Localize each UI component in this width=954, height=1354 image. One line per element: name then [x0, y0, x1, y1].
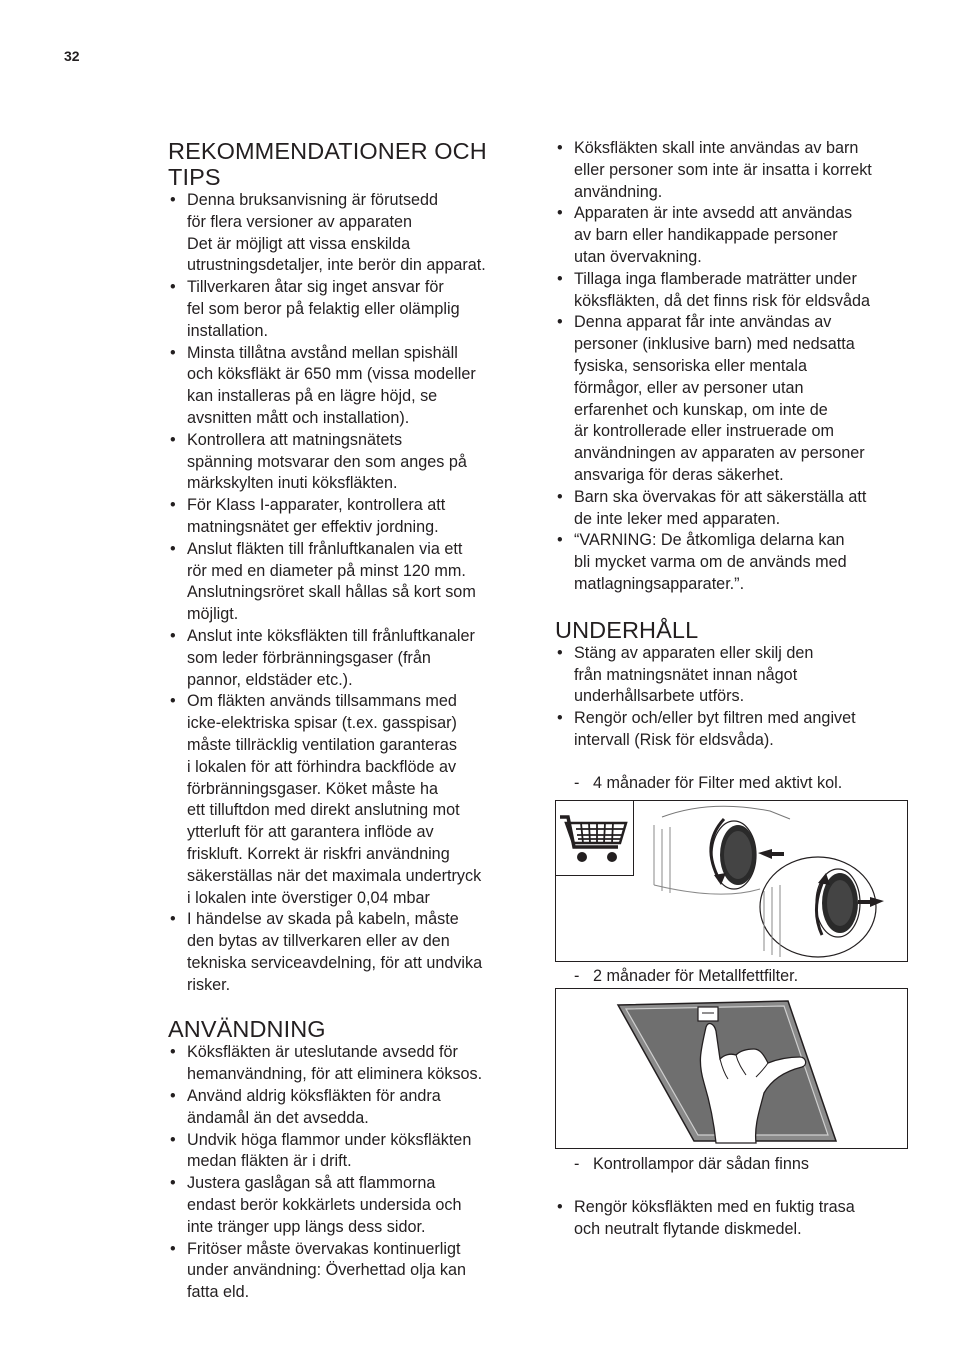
carbon-filter-install-illustration [758, 851, 906, 959]
bullet: • [557, 643, 563, 662]
list-item [555, 138, 913, 203]
dash-item-carbon-filter [555, 773, 913, 795]
list-item-line: För Klass I-apparater, kontrollera att [187, 496, 446, 515]
list-item-line: Fritöser måste övervakas kontinuerligt [187, 1239, 461, 1258]
list-item-line: medan fläkten är i drift. [187, 1152, 352, 1171]
list-item-line: fatta eld. [187, 1283, 250, 1302]
list-item [168, 343, 528, 430]
list-item-line: Anslut fläkten till frånluftkanalen via ett [187, 539, 463, 558]
bullet: • [170, 343, 176, 362]
list-item-line: ett tilluftdon med direkt anslutning mot [187, 801, 460, 820]
list-item [555, 708, 913, 752]
bullet: • [557, 269, 563, 288]
list-item-line: I händelse av skada på kabeln, måste [187, 910, 459, 929]
list-item-line: Köksfläkten skall inte användas av barn [574, 139, 859, 157]
bullet: • [170, 910, 176, 929]
list-item-line: ändamål än det avsedda. [187, 1108, 369, 1127]
bullet: • [170, 496, 176, 515]
list-item-line: tekniska serviceavdelning, för att undvika [187, 953, 483, 972]
list-item [555, 530, 913, 595]
bullet: • [557, 313, 563, 332]
list-item-line: och neutralt flytande diskmedel. [574, 1219, 802, 1238]
list-item-line: användningen av apparaten av personer [574, 444, 865, 463]
list-item-line: Apparaten är inte avsedd att användas [574, 204, 853, 223]
list-item-line: intervall (Risk för eldsvåda). [574, 730, 774, 749]
dash-marker: - [574, 773, 580, 792]
list-item-line: matlagningsapparater.”. [574, 574, 745, 593]
bullet: • [170, 1239, 176, 1258]
list-item-line: fel som beror på felaktig eller olämplig [187, 299, 460, 318]
bullet: • [170, 1174, 176, 1193]
list-item-line: Minsta tillåtna avstånd mellan spishäll [187, 343, 458, 362]
list-item [555, 269, 913, 313]
dash-item-lamps [555, 1154, 913, 1176]
carbon-filter-figure [555, 800, 908, 962]
list-item-line: märkskylten inuti köksfläkten. [187, 474, 398, 493]
list-item-line: ansvariga för deras säkerhet. [574, 465, 784, 484]
list-item-line: avsnitten mått och installation). [187, 408, 410, 427]
bullet: • [170, 1087, 176, 1106]
list-item-line: som leder förbränningsgaser (från [187, 648, 431, 667]
page-number: 32 [64, 48, 80, 64]
list-item-line: Rengör och/eller byt filtren med angivet [574, 709, 856, 728]
list-item-line: förbränningsgaser. Köket måste ha [187, 779, 439, 798]
dash-text: Kontrollampor där sådan finns [593, 1155, 809, 1174]
bullet: • [557, 1198, 563, 1217]
left-column [168, 138, 528, 1304]
list-item [168, 1042, 528, 1086]
bullet: • [557, 531, 563, 550]
heading-maintenance: UNDERHÅLL [555, 616, 699, 643]
list-item [168, 691, 528, 909]
list-item-line: Barn ska övervakas för att säkerställa att [574, 487, 867, 506]
list-item-line: eller personer som inte är insatta i korrekt [574, 160, 872, 179]
dash-marker: - [574, 966, 580, 985]
list-item-line: erfarenhet och kunskap, om inte de [574, 400, 828, 419]
grease-filter-figure [555, 988, 908, 1149]
bullet: • [170, 626, 176, 645]
list-item-line: under användning: Överhettad olja kan [187, 1261, 466, 1280]
list-item-line: möjligt. [187, 605, 239, 624]
recommendations-list [168, 190, 528, 996]
list-item-line: Denna apparat får inte användas av [574, 313, 832, 332]
list-item-line: hemanvändning, för att eliminera köksos. [187, 1065, 483, 1084]
list-item-line: köksfläkten, då det finns risk för eldsvåda [574, 291, 871, 310]
list-item-line: och köksfläkt är 650 mm (vissa modeller [187, 365, 476, 384]
bullet: • [170, 692, 176, 711]
list-item-line: Anslut inte köksfläkten till frånluftkanaler [187, 626, 475, 645]
list-item-line: utan övervakning. [574, 247, 702, 266]
list-item-line: Använd aldrig köksfläkten för andra [187, 1087, 441, 1106]
bullet: • [170, 430, 176, 449]
shopping-cart-icon [556, 801, 634, 876]
list-item [168, 277, 528, 342]
list-item-line: installation. [187, 321, 268, 340]
list-item-line: icke-elektriska spisar (t.ex. gasspisar) [187, 714, 457, 733]
list-item [555, 312, 913, 486]
heading-recommendations: REKOMMENDATIONER OCH TIPS [168, 138, 487, 190]
grease-filter-hand-illustration [596, 993, 856, 1145]
maintenance-list [555, 643, 913, 752]
list-item-line: Anslutningsröret skall hållas så kort som [187, 583, 476, 602]
list-item-line: risker. [187, 975, 231, 994]
bullet: • [170, 539, 176, 558]
dash-text: 4 månader för Filter med aktivt kol. [593, 773, 843, 792]
list-item [168, 430, 528, 495]
list-item-line: bli mycket varma om de används med [574, 553, 847, 572]
bullet: • [557, 204, 563, 223]
list-item-line: Denna bruksanvisning är förutsedd [187, 191, 439, 209]
list-item-line: Tillaga inga flamberade maträtter under [574, 269, 857, 288]
list-item-line: de inte leker med apparaten. [574, 509, 781, 528]
list-item-line: inte tränger upp längs dess sidor. [187, 1217, 426, 1236]
bullet: • [170, 191, 176, 209]
dash-text: 2 månader för Metallfettfilter. [593, 966, 799, 985]
list-item [555, 203, 913, 268]
list-item-line: Tillverkaren åtar sig inget ansvar för [187, 278, 444, 297]
maintenance-final-list [555, 1197, 913, 1241]
list-item [168, 909, 528, 996]
list-item [168, 1239, 528, 1304]
safety-list [555, 138, 913, 596]
list-item-line: kan installeras på en lägre höjd, se [187, 387, 438, 406]
list-item-line: Justera gaslågan så att flammorna [187, 1174, 436, 1193]
list-item-line: från matningsnätet innan något [574, 665, 798, 684]
list-item-line: underhållsarbete utförs. [574, 687, 745, 706]
list-item-line: fysiska, sensoriska eller mentala [574, 356, 808, 375]
list-item-line: spänning motsvarar den som anges på [187, 452, 467, 471]
list-item-line: “VARNING: De åtkomliga delarna kan [574, 531, 845, 550]
list-item-line: endast berör kokkärlets undersida och [187, 1196, 462, 1215]
list-item-line: måste tillräcklig ventilation garanteras [187, 735, 457, 754]
list-item-line: Det är möjligt att vissa enskilda [187, 234, 411, 253]
list-item-line: förmågor, eller av personer utan [574, 378, 804, 397]
spacer [555, 1176, 913, 1197]
dash-item-grease-filter [555, 966, 913, 988]
list-item [168, 1130, 528, 1174]
bullet: • [557, 709, 563, 728]
spacer [555, 752, 913, 773]
list-item [555, 487, 913, 531]
bullet: • [557, 139, 563, 157]
list-item-line: Köksfläkten är uteslutande avsedd för [187, 1043, 458, 1062]
list-item-line: Undvik höga flammor under köksfläkten [187, 1130, 472, 1149]
list-item-line: Kontrollera att matningsnätets [187, 430, 403, 449]
list-item-line: pannor, eldstäder etc.). [187, 670, 353, 689]
bullet: • [557, 487, 563, 506]
list-item-line: utrustningsdetaljer, inte berör din apparat. [187, 256, 486, 275]
list-item-line: Stäng av apparaten eller skilj den [574, 643, 814, 662]
list-item-line: personer (inklusive barn) med nedsatta [574, 335, 855, 354]
list-item-line: rör med en diameter på minst 120 mm. [187, 561, 466, 580]
list-item-line: friskluft. Korrekt är riskfri användning [187, 844, 450, 863]
dash-marker: - [574, 1155, 580, 1174]
list-item-line: matningsnätet ger effektiv jordning. [187, 517, 439, 536]
list-item [555, 1197, 913, 1241]
right-column [555, 138, 913, 1241]
bullet: • [170, 278, 176, 297]
bullet: • [170, 1130, 176, 1149]
list-item-line: den bytas av tillverkaren eller av den [187, 932, 450, 951]
list-item-line: i lokalen inte överstiger 0,04 mbar [187, 888, 430, 907]
list-item [168, 626, 528, 691]
list-item-line: för flera versioner av apparaten [187, 212, 412, 231]
heading-usage: ANVÄNDNING [168, 1016, 326, 1043]
list-item-line: Rengör köksfläkten med en fuktig trasa [574, 1198, 855, 1217]
bullet: • [170, 1043, 176, 1062]
list-item [168, 190, 528, 277]
list-item-line: användning. [574, 182, 663, 201]
list-item-line: i lokalen för att förhindra backflöde av [187, 757, 457, 776]
list-item [168, 1173, 528, 1238]
usage-list [168, 1042, 528, 1304]
list-item-line: Om fläkten används tillsammans med [187, 692, 457, 711]
list-item-line: är kontrollerade eller instruerade om [574, 422, 835, 441]
list-item [555, 643, 913, 708]
list-item-line: av barn eller handikappade personer [574, 226, 838, 245]
list-item-line: ytterluft för att garantera inflöde av [187, 823, 434, 842]
list-item-line: säkerställas när det maximala undertryck [187, 866, 482, 885]
list-item [168, 495, 528, 539]
list-item [168, 1086, 528, 1130]
list-item [168, 539, 528, 626]
